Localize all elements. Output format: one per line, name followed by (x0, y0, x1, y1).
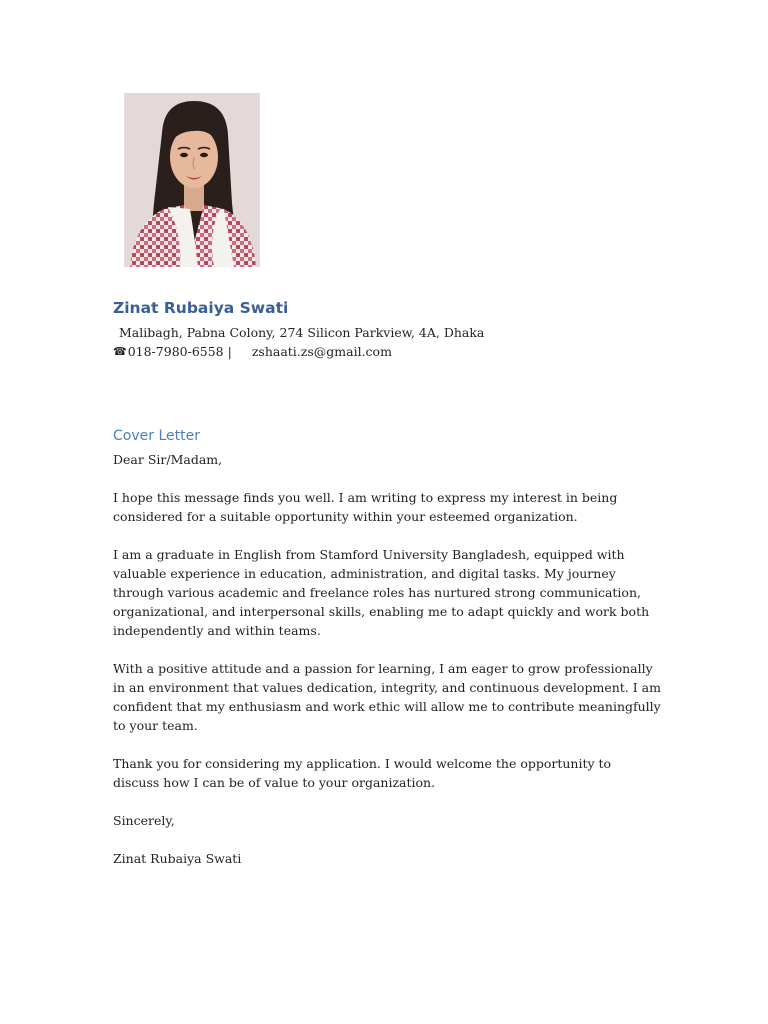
letter-paragraph: I am a graduate in English from Stamford University Bangladesh, equipped with valuable experience in education, administration, and digital tasks. My journey through various academic and freelance roles has nurtured strong communication, organizational, and interpersonal skills, enabling me to adapt quickly and work both independently and within teams. (113, 547, 650, 638)
contact-line (113, 344, 392, 359)
phone-text: 018-7980-6558 | (127, 344, 232, 359)
closing: Sincerely, (113, 813, 175, 828)
letter-body (113, 450, 661, 887)
applicant-name: Zinat Rubaiya Swati (113, 299, 289, 317)
address-line (113, 325, 484, 340)
letter-paragraph: I hope this message finds you well. I am writing to express my interest in being considered for a suitable opportunity within your esteemed organization. (113, 490, 618, 524)
letter-paragraph: Thank you for considering my application. I would welcome the opportunity to discuss how I can be of value to your organization. (113, 756, 612, 790)
email-link[interactable]: zshaati.zs@gmail.com (251, 344, 392, 359)
profile-photo (124, 93, 260, 267)
phone-icon: ☎ (113, 345, 127, 358)
signature: Zinat Rubaiya Swati (113, 851, 242, 866)
letter-paragraph: With a positive attitude and a passion for learning, I am eager to grow professionally in an environment that values dedication, integrity, and continuous development. I am confident that my enthusiasm and work ethic will allow me to contribute meaningfully to your team. (113, 661, 661, 733)
section-title-cover-letter: Cover Letter (113, 428, 200, 444)
address-text: Malibagh, Pabna Colony, 274 Silicon Parkview, 4A, Dhaka (119, 325, 485, 340)
salutation: Dear Sir/Madam, (113, 452, 223, 467)
portrait-illustration (124, 93, 260, 267)
